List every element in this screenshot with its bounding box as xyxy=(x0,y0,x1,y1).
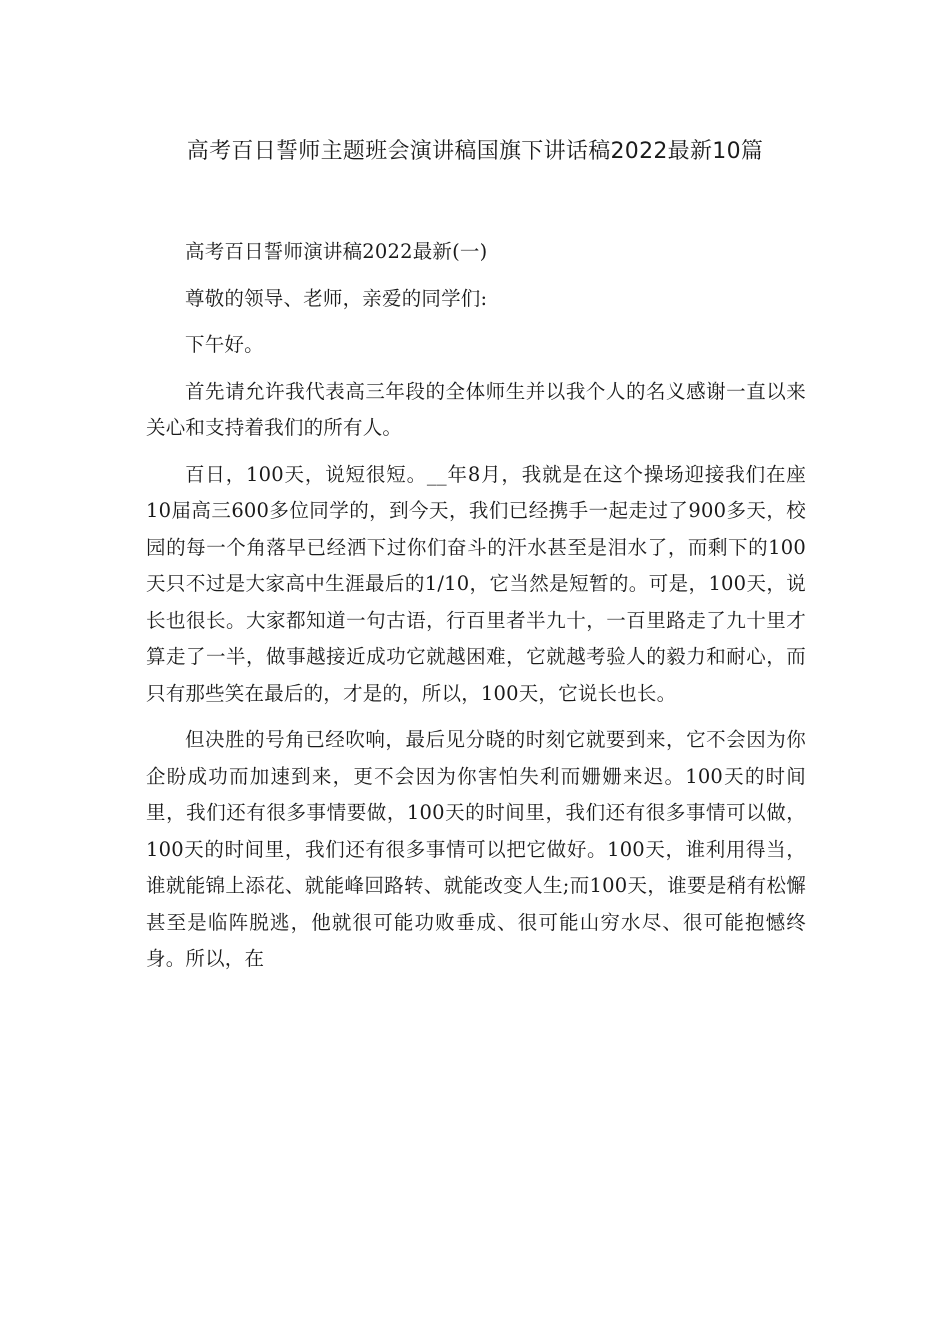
section-heading: 高考百日誓师演讲稿2022最新(一) xyxy=(185,240,488,263)
greeting: 下午好。 xyxy=(185,333,264,356)
document-body xyxy=(146,234,806,978)
paragraph: 首先请允许我代表高三年段的全体师生并以我个人的名义感谢一直以来关心和支持着我们的所有人。 xyxy=(146,379,806,439)
paragraph: 但决胜的号角已经吹响，最后见分晓的时刻它就要到来，它不会因为你企盼成功而加速到来，更不会因为你害怕失利而姗姗来迟。100天的时间里，我们还有很多事情要做，100天的时间里，我们还有很多事情可以做，100天的时间里，我们还有很多事情可以把它做好。100天，谁利用得当，谁就能锦上添花、就能峰回路转、就能改变人生;而100天，谁要是稍有松懈甚至是临阵脱逃，他就很可能功败垂成、很可能山穷水尽、很可能抱憾终身。所以，在 xyxy=(146,728,806,970)
document-title: 高考百日誓师主题班会演讲稿国旗下讲话稿2022最新10篇 xyxy=(186,139,764,164)
paragraph: 百日，100天，说短很短。__年8月，我就是在这个操场迎接我们在座10届高三600多位同学的，到今天，我们已经携手一起走过了900多天，校园的每一个角落早已经洒下过你们奋斗的汗水甚至是泪水了，而剩下的100天只不过是大家高中生涯最后的1/10，它当然是短暂的。可是，100天，说长也很长。大家都知道一句古语，行百里者半九十，一百里路走了九十里才算走了一半，做事越接近成功它就越困难，它就越考验人的毅力和耐心，而只有那些笑在最后的，才是的，所以，100天，它说长也长。 xyxy=(146,462,806,705)
salutation: 尊敬的领导、老师，亲爱的同学们: xyxy=(185,286,488,310)
